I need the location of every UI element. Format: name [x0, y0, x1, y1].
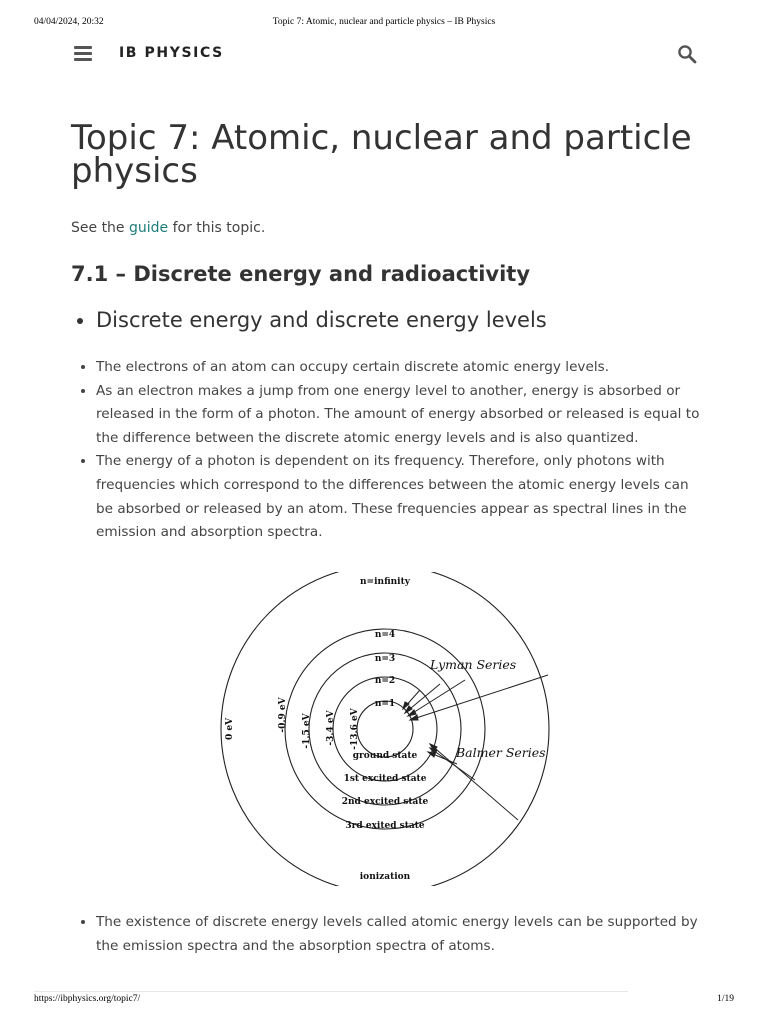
bullet-list-after-diagram [71, 911, 701, 958]
guide-link[interactable]: guide [129, 220, 169, 236]
label-ionization: ionization [359, 872, 411, 882]
bullet-item: • As an electron makes a jump from one energy level to another, energy is absorbed or released in the form of a photon. The amount of energy absorbed or released is equal to the difference between the discrete atomic energy levels and is also quantized. [96, 380, 701, 451]
hamburger-menu-icon[interactable] [74, 46, 92, 61]
label-13.6ev: -13.6 eV [350, 708, 360, 750]
label-0.9ev: -0.9 eV [278, 697, 288, 733]
label-0ev: 0 eV [225, 717, 235, 741]
search-icon[interactable] [677, 44, 697, 64]
print-datetime: 04/04/2024, 20:32 [34, 17, 104, 27]
print-page-number: 1/19 [717, 994, 734, 1004]
label-ground-state: ground state [352, 751, 418, 761]
bullet-item: • The energy of a photon is dependent on its frequency. Therefore, only photons with frequencies which correspond to the differences between the atomic energy levels can be absorbed or released by an atom. These frequencies appear as spectral lines in the emission and absorption spectra. [96, 450, 701, 544]
label-n-infinity: n=infinity [360, 577, 410, 587]
label-n1: n=1 [374, 699, 396, 709]
label-1.5ev: -1.5 eV [302, 713, 312, 749]
section-heading: 7.1 – Discrete energy and radioactivity [71, 262, 531, 286]
footer-divider [34, 991, 628, 992]
label-n3: n=3 [374, 654, 396, 664]
label-n4: n=4 [374, 630, 396, 640]
print-doc-title: Topic 7: Atomic, nuclear and particle physics – IB Physics [272, 17, 496, 27]
label-3rd-excited: 3rd exited state [345, 821, 425, 831]
lyman-arrows [403, 675, 548, 720]
bullet-item: • The electrons of an atom can occupy certain discrete atomic energy levels. [96, 356, 701, 380]
sub-heading: • Discrete energy and discrete energy levels [96, 304, 547, 336]
orbit-n2 [333, 677, 437, 781]
orbit-n-infinity [221, 572, 549, 886]
label-2nd-excited: 2nd excited state [341, 797, 429, 807]
site-header [0, 40, 768, 70]
sub-heading-list [71, 304, 547, 336]
label-1st-excited: 1st excited state [343, 774, 427, 784]
page-title: Topic 7: Atomic, nuclear and particle physics [71, 118, 692, 191]
intro-prefix: See the [71, 220, 129, 236]
energy-level-diagram [220, 572, 552, 886]
label-n2: n=2 [374, 676, 396, 686]
label-balmer-series: Balmer Series [456, 745, 546, 760]
label-lyman-series: Lyman Series [430, 657, 517, 672]
bullet-item: • The existence of discrete energy levels called atomic energy levels can be supported by the emission spectra and the absorption spectra of atoms. [96, 911, 701, 958]
orbit-n1 [357, 701, 413, 757]
intro-text [71, 217, 265, 239]
label-3.4ev: -3.4 eV [326, 710, 336, 746]
bullet-list [71, 356, 701, 545]
site-title-link[interactable]: IB PHYSICS [119, 45, 224, 61]
print-url: https://ibphysics.org/topic7/ [34, 994, 141, 1004]
intro-suffix: for this topic. [168, 220, 266, 236]
